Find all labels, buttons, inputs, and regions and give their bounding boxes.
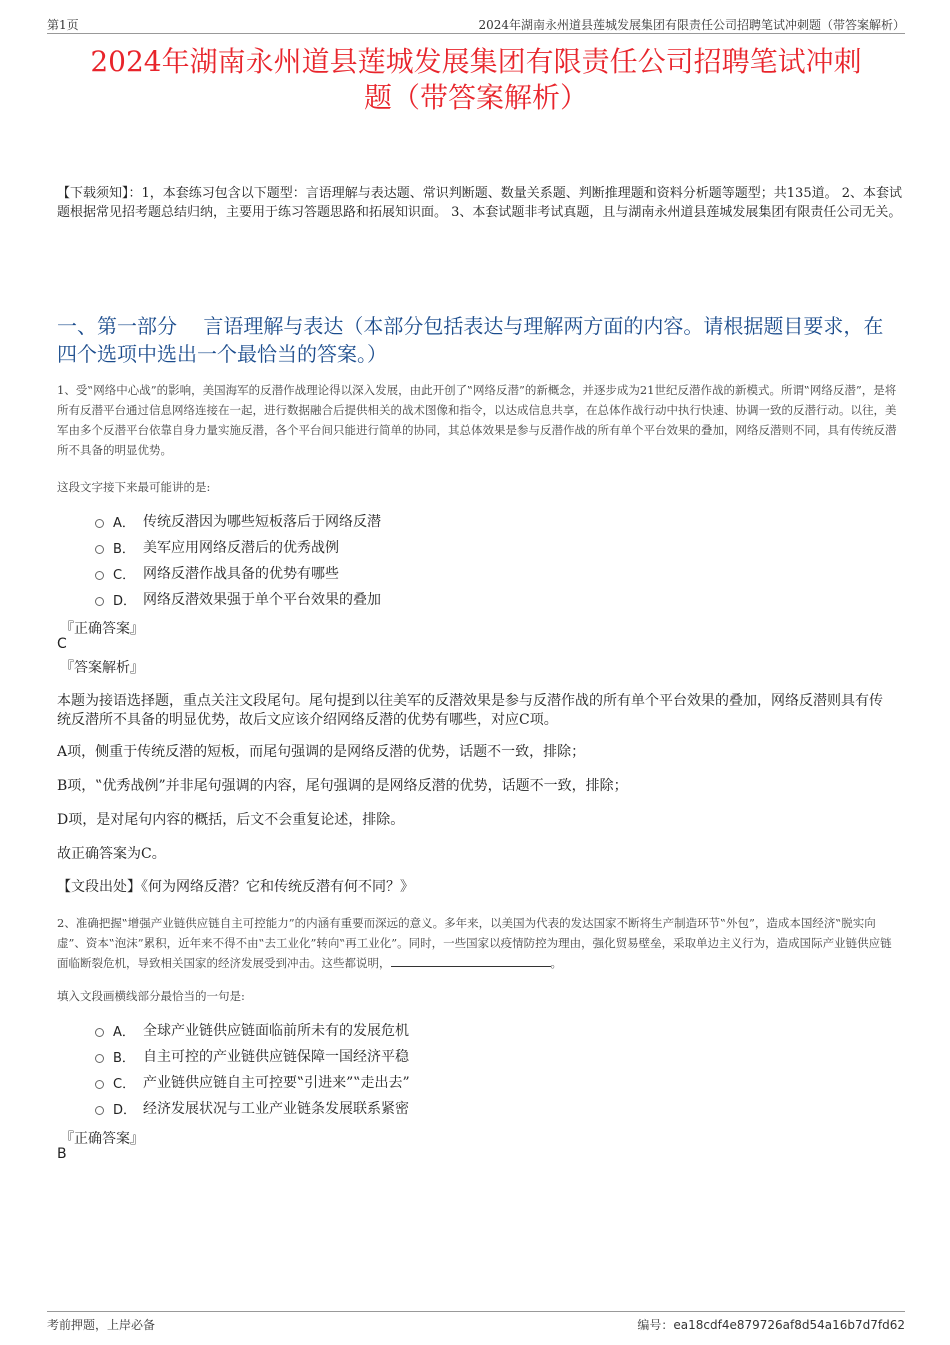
radio-icon[interactable] xyxy=(95,1106,104,1115)
fill-in-blank[interactable] xyxy=(391,955,551,967)
question-1-answer-label: 『正确答案』 xyxy=(60,621,144,637)
question-2-text: 2、准确把握‟增强产业链供应链自主可控能力”的内涵有重要而深远的意义。多年来，以美国为代表的发达国家不断将生产制造环节‟外包”，造成本国经济‟脱实向虚”、资本‟泡沫”累积，近年来不得不由‟去工业化”转向‟再工业化”。同时，一些国家以疫情防控为理由，强化贸易壁垒，采取单边主义行为，造成国际产业链供应链面临断裂危机，导致相关国家的经济发展受到冲击。这些都说明， 。 xyxy=(57,916,892,970)
radio-icon[interactable] xyxy=(95,519,104,528)
question-1-analysis-label: 『答案解析』 xyxy=(60,660,144,676)
question-1-options xyxy=(95,508,695,612)
question-1-analysis-conclusion: 故正确答案为C。 xyxy=(57,846,166,862)
question-2-options xyxy=(95,1017,695,1121)
page-number: 第1页 xyxy=(47,18,79,32)
title-line-2: 题（带答案解析） xyxy=(363,81,588,114)
question-2-option-b[interactable]: B． 自主可控的产业链供应链保障一国经济平稳 xyxy=(95,1043,695,1069)
title-line-1: 2024年湖南永州道县莲城发展集团有限责任公司招聘笔试冲刺 xyxy=(90,45,862,78)
page-footer xyxy=(47,1311,905,1333)
radio-icon[interactable] xyxy=(95,545,104,554)
document-title xyxy=(47,44,905,116)
footer-slogan: 考前押题，上岸必备 xyxy=(47,1318,156,1332)
question-2-option-d[interactable]: D． 经济发展状况与工业产业链条发展联系紧密 xyxy=(95,1095,695,1121)
question-2-answer: B xyxy=(57,1146,67,1162)
question-1-analysis-d: D项，是对尾句内容的概括，后文不会重复论述，排除。 xyxy=(57,812,405,828)
question-2-prompt: 填入文段画横线部分最恰当的一句是: xyxy=(57,989,245,1003)
radio-icon[interactable] xyxy=(95,571,104,580)
question-1-answer: C xyxy=(57,636,67,652)
question-1-analysis-main: 本题为接语选择题，重点关注文段尾句。尾句提到以往美军的反潜效果是参与反潜作战的所有单个平台效果的叠加，网络反潜则具有传统反潜所不具备的明显优势，故后文应该介绍网络反潜的优势有哪些，对应C项。 xyxy=(57,693,883,728)
question-2-answer-label: 『正确答案』 xyxy=(60,1131,144,1147)
question-2-option-a[interactable]: A． 全球产业链供应链面临前所未有的发展危机 xyxy=(95,1017,695,1043)
radio-icon[interactable] xyxy=(95,597,104,606)
question-1-option-b[interactable]: B． 美军应用网络反潜后的优秀战例 xyxy=(95,534,695,560)
radio-icon[interactable] xyxy=(95,1080,104,1089)
question-1-option-a[interactable]: A． 传统反潜因为哪些短板落后于网络反潜 xyxy=(95,508,695,534)
question-1-source: 【文段出处】《何为网络反潜？它和传统反潜有何不同？》 xyxy=(57,879,414,895)
question-1-option-c[interactable]: C． 网络反潜作战具备的优势有哪些 xyxy=(95,560,695,586)
question-1-analysis-b: B项，‟优秀战例”并非尾句强调的内容，尾句强调的是网络反潜的优势，话题不一致，排除； xyxy=(57,778,628,794)
radio-icon[interactable] xyxy=(95,1054,104,1063)
header-doc-title: 2024年湖南永州道县莲城发展集团有限责任公司招聘笔试冲刺题（带答案解析） xyxy=(478,18,905,32)
section-heading: 一、第一部分 言语理解与表达（本部分包括表达与理解两方面的内容。请根据题目要求，在四个选项中选出一个最恰当的答案。） xyxy=(57,314,884,366)
footer-code: 编号：ea18cdf4e879726af8d54a16b7d7fd62 xyxy=(637,1318,905,1332)
radio-icon[interactable] xyxy=(95,1028,104,1037)
question-1-prompt: 这段文字接下来最可能讲的是: xyxy=(57,480,211,494)
page-header xyxy=(47,14,905,34)
question-1-text: 1、受‟网络中心战”的影响，美国海军的反潜作战理论得以深入发展，由此开创了‟网络反潜”的新概念，并逐步成为21世纪反潜作战的新模式。所谓‟网络反潜”，是将所有反潜平台通过信息网络连接在一起，进行数据融合后提供相关的战术图像和指令，以达成信息共享，在总体作战行动中执行快速、协调一致的反潜行动。以往，美军由多个反潜平台依靠自身力量实施反潜，各个平台间只能进行简单的协同，其总体效果是参与反潜作战的所有单个平台效果的叠加，网络反潜则不同，具有传统反潜所不具备的明显优势。 xyxy=(57,383,897,457)
question-1-option-d[interactable]: D． 网络反潜效果强于单个平台效果的叠加 xyxy=(95,586,695,612)
question-1-analysis-a: A项，侧重于传统反潜的短板，而尾句强调的是网络反潜的优势，话题不一致，排除； xyxy=(57,744,586,760)
download-notice: 【下载须知】：1，本套练习包含以下题型：言语理解与表达题、常识判断题、数量关系题、判断推理题和资料分析题等题型；共135道。 2、本套试题根据常见招考题总结归纳，主要用于练习答题思路和拓展知识面。 3、本套试题非考试真题，且与湖南永州道县莲城发展集团有限责任公司无关。 xyxy=(57,186,902,220)
question-2-option-c[interactable]: C． 产业链供应链自主可控要‟引进来”‟走出去” xyxy=(95,1069,695,1095)
